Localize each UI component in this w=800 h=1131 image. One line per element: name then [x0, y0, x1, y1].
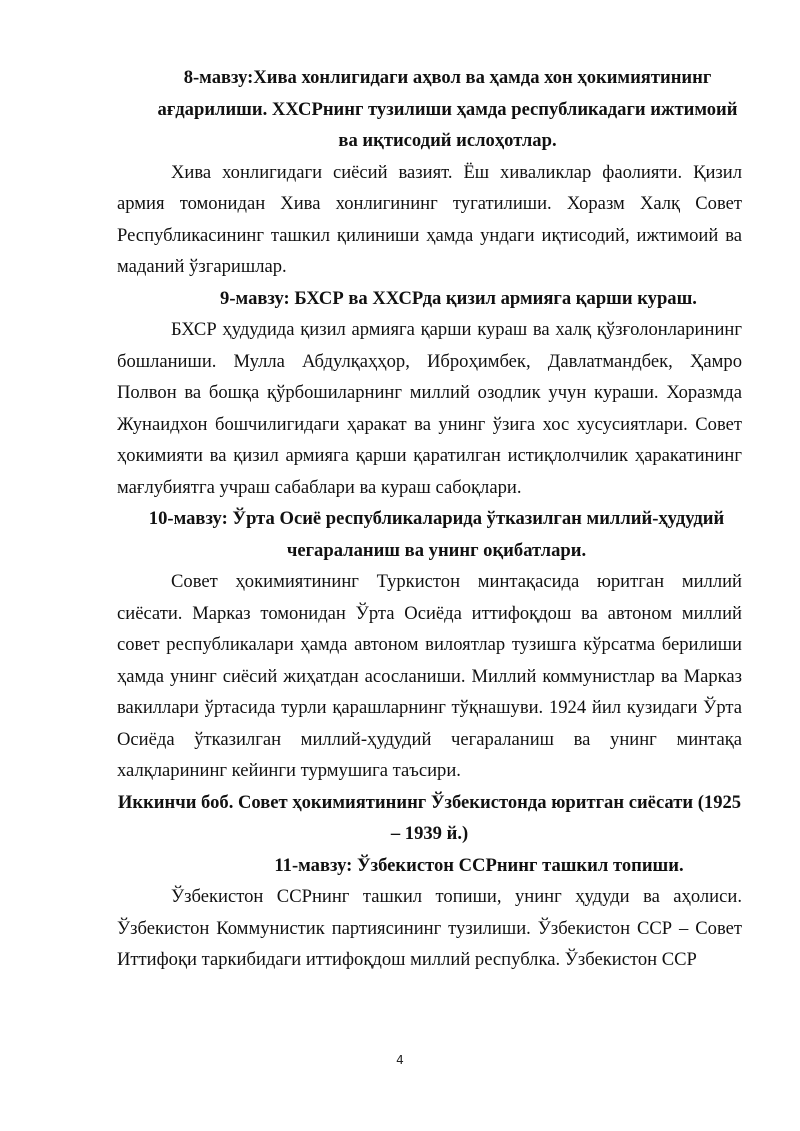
topic-9-body: БХСР ҳудудида қизил армияга қарши кураш ва халқ қўзғолонларининг бошланиши. Мулла Абдулқаҳҳор, Иброҳимбек, Давлатмандбек, Ҳамро Полвон ва бошқа қўрбошиларнинг миллий озодлик учун кураши. Хоразмда Жунаидхон бошчилигидаги ҳаракат ва унинг ўзига хос хусусиятлари. Совет ҳокимияти ва қизил армияга қарши қаратилган истиқлолчилик ҳаракатининг мағлубиятга учраш сабаблари ва кураш сабоқлари.	[117, 319, 742, 498]
topic-10-heading: 10-мавзу: Ўрта Осиё республикаларида ўтказилган миллий-ҳудудий чегараланиш ва унинг оқибатлари.	[148, 508, 725, 561]
topic-11-body: Ўзбекистон ССРнинг ташкил топиши, унинг ҳудуди ва аҳолиси. Ўзбекистон Коммунистик партиясининг тузилиши. Ўзбекистон ССР – Совет Иттифоқи таркибидаги иттифоқдош миллий республка. Ўзбекистон ССР	[117, 886, 742, 970]
topic-8-heading: 8-мавзу:Хива хонлигидаги аҳвол ва ҳамда хон ҳокимиятининг ағдарилиши. ХХСРнинг тузилиши ҳамда республикадаги ижтимоий ва иқтисодий ислоҳотлар.	[157, 67, 738, 151]
topic-10-body: Совет ҳокимиятининг Туркистон минтақасида юритган миллий сиёсати. Марказ томонидан Ўрта Осиёда иттифоқдош ва автоном миллий совет республикалари ҳамда автоном вилоятлар тузишга кўрсатма берилиши ҳамда унинг сиёсий жиҳатдан асосланиши. Миллий коммунистлар ва Марказ вакиллари ўртасида турли қарашларнинг тўқнашуви. 1924 йил кузидаги Ўрта Осиёда ўтказилган миллий-ҳудудий чегараланиш ва унинг минтақа халқларининг кейинги турмушига таъсири.	[117, 571, 742, 781]
page-number: 4	[396, 1053, 404, 1067]
topic-11-heading: 11-мавзу: Ўзбекистон ССРнинг ташкил топиши.	[274, 854, 684, 876]
page-content	[117, 62, 742, 976]
topic-9-heading: 9-мавзу: БХСР ва ХХСРда қизил армияга қарши кураш.	[220, 287, 697, 309]
topic-8-body: Хива хонлигидаги сиёсий вазият. Ёш хиваликлар фаолияти. Қизил армия томонидан Хива хонлигининг тугатилиши. Хоразм Халқ Совет Республикасининг ташкил қилиниши ҳамда ундаги иқтисодий, ижтимоий ва маданий ўзгаришлар.	[117, 161, 742, 277]
chapter-2-heading: Иккинчи боб. Совет ҳокимиятининг Ўзбекистонда юритган сиёсати (1925 – 1939 й.)	[117, 791, 742, 844]
